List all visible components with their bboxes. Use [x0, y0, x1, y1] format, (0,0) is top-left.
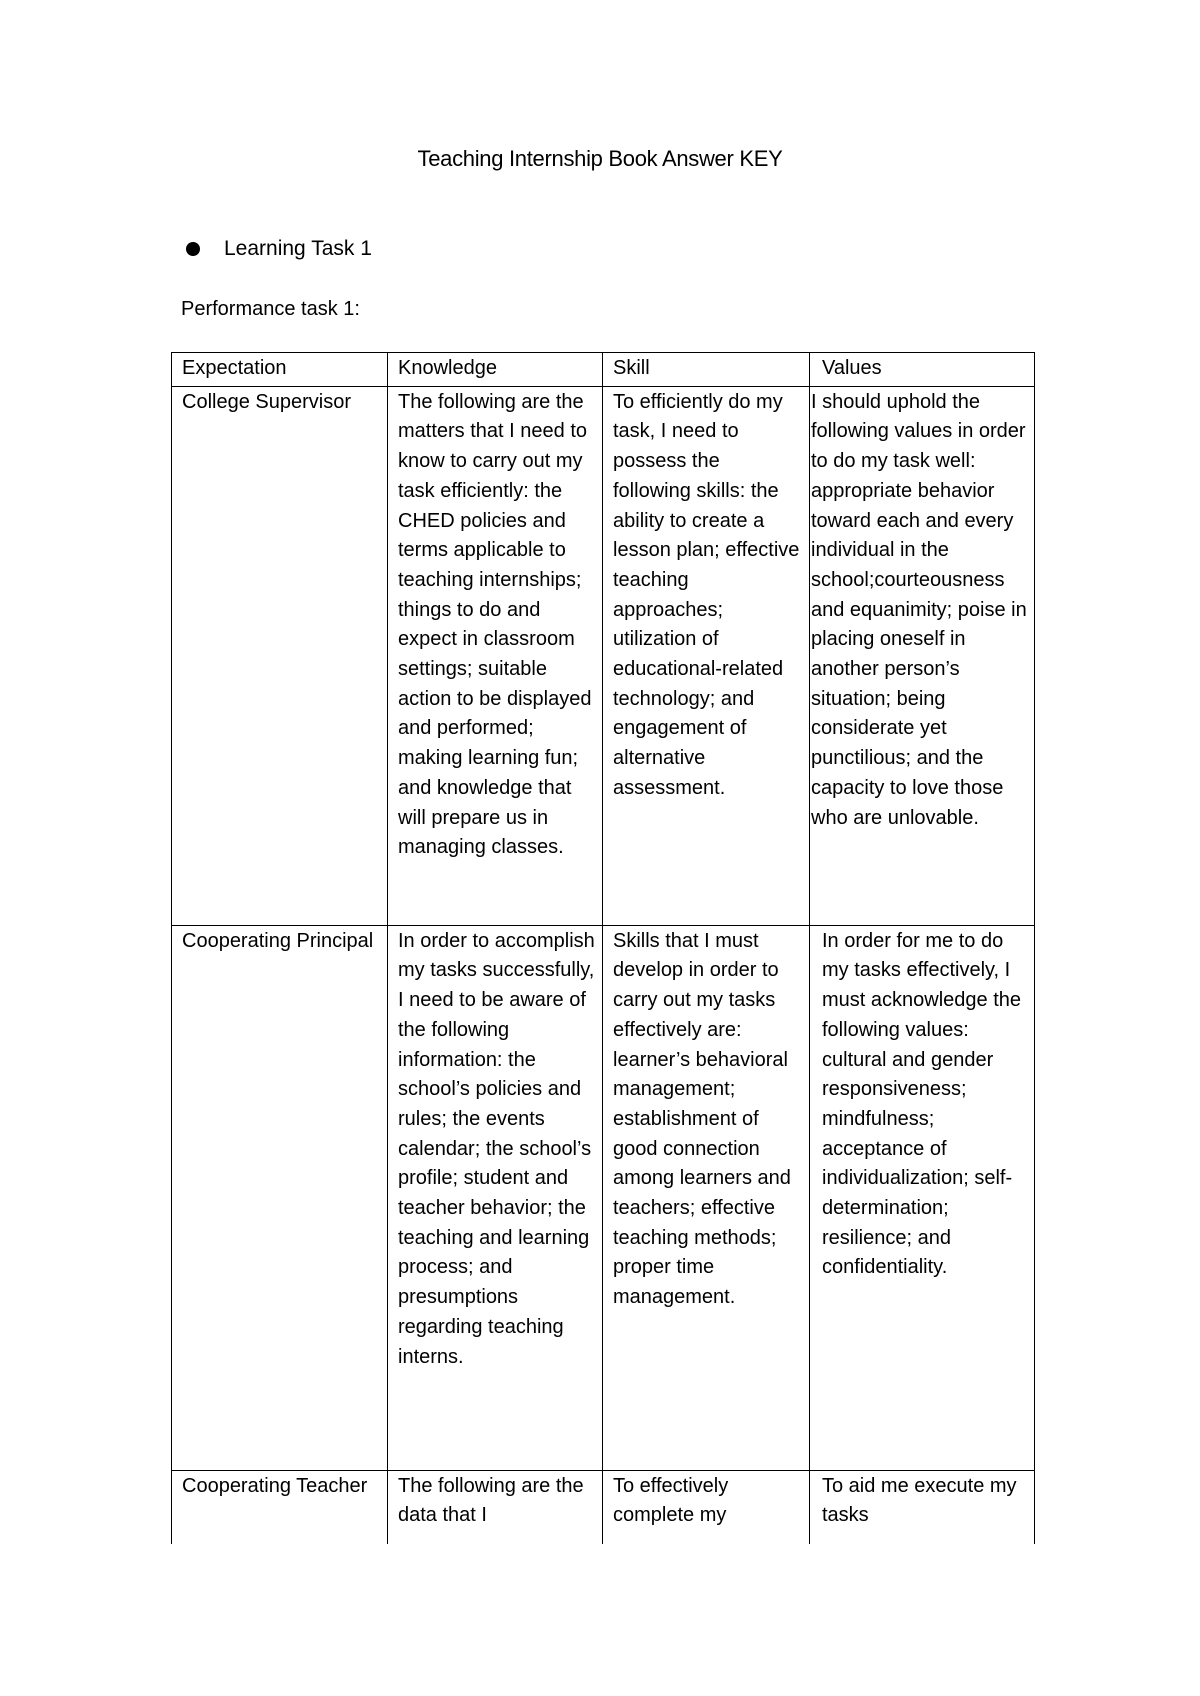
- bullet-icon: [186, 242, 200, 256]
- table-row: [172, 925, 1035, 1470]
- header-expectation: Expectation: [172, 353, 388, 387]
- cell-skill: To efficiently do my task, I need to possess the following skills: the ability to create a lesson plan; effective teaching approaches; utilization of educational-related technology; and engagement of alternative assessment.: [603, 386, 810, 925]
- performance-task-label: Performance task 1:: [181, 298, 360, 320]
- section-heading-label: Learning Task 1: [224, 237, 372, 260]
- cell-values: I should uphold the following values in order to do my task well: appropriate behavior toward each and every individual in the school;courteousness and equanimity; poise in placing oneself in another person’s situation; being considerate yet punctilious; and the capacity to love those who are unlovable.: [810, 386, 1035, 925]
- cell-expectation: Cooperating Principal: [172, 925, 388, 1470]
- table-header-row: [172, 353, 1035, 387]
- table-row: [172, 386, 1035, 925]
- cell-expectation: Cooperating Teacher: [172, 1470, 388, 1544]
- cell-skill: To effectively complete my: [603, 1470, 810, 1544]
- cell-knowledge: The following are the data that I: [388, 1470, 603, 1544]
- table-row: [172, 1470, 1035, 1544]
- cell-skill: Skills that I must develop in order to carry out my tasks effectively are: learner’s behavioral management; establishment of good connection among learners and teachers; effective teaching methods; proper time management.: [603, 925, 810, 1470]
- expectations-table: [171, 352, 1035, 1544]
- cell-values: In order for me to do my tasks effectively, I must acknowledge the following values: cultural and gender responsiveness; mindfulness; acceptance of individualization; self-determination; resilience; and confidentiality.: [810, 925, 1035, 1470]
- section-heading: [186, 237, 372, 261]
- document-title: Teaching Internship Book Answer KEY: [417, 146, 783, 171]
- header-values: Values: [810, 353, 1035, 387]
- cell-knowledge: In order to accomplish my tasks successfully, I need to be aware of the following information: the school’s policies and rules; the events calendar; the school’s profile; student and teacher behavior; the teaching and learning process; and presumptions regarding teaching interns.: [388, 925, 603, 1470]
- cell-knowledge: The following are the matters that I need to know to carry out my task efficiently: the CHED policies and terms applicable to teaching internships; things to do and expect in classroom settings; suitable action to be displayed and performed; making learning fun; and knowledge that will prepare us in managing classes.: [388, 386, 603, 925]
- cell-values: To aid me execute my tasks: [810, 1470, 1035, 1544]
- header-knowledge: Knowledge: [388, 353, 603, 387]
- cell-expectation: College Supervisor: [172, 386, 388, 925]
- header-skill: Skill: [603, 353, 810, 387]
- expectations-table-container: [171, 352, 1035, 1544]
